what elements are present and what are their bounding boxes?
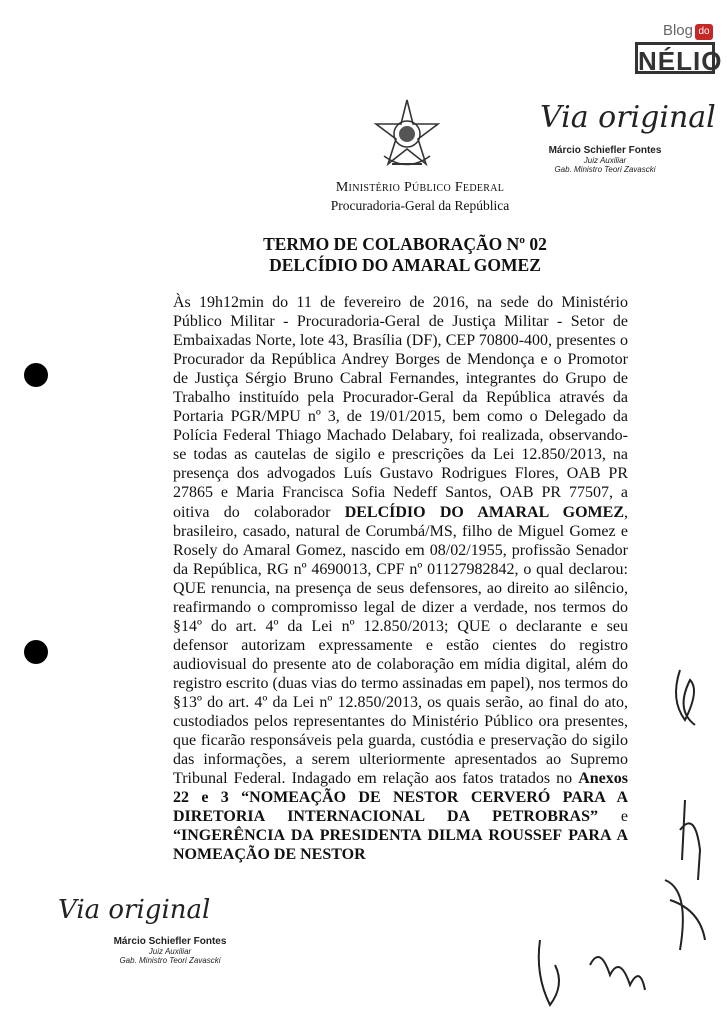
title-line-2: DELCÍDIO DO AMARAL GOMEZ (269, 255, 541, 275)
ministry-name: Ministério Público Federal (335, 180, 505, 195)
stamp-bottom-name: Márcio Schiefler Fontes (113, 936, 227, 947)
punch-hole (24, 640, 48, 664)
title-line-1: TERMO DE COLABORAÇÃO Nº 02 (263, 234, 547, 254)
stamp-bottom-role: Juiz Auxiliar (148, 947, 192, 956)
stamp-top (540, 145, 670, 174)
punch-hole (24, 363, 48, 387)
bottom-signatures-icon (530, 935, 650, 1015)
margin-signatures-icon (660, 650, 720, 970)
collaborator-name: DELCÍDIO DO AMARAL GOMEZ (344, 503, 624, 521)
body-paragraph-2: , brasileiro, casado, natural de Corumbá/MS, filho de Miguel Gomez e Rosely do Amaral Gomez, nascido em 08/02/1955, profissão Senador da República, RG nº 4690013, CPF nº 01127982842, o qual declarou: QUE renuncia, na presença de seus defensores, ao direito ao silêncio, reafirmando o compromisso legal de dizer a verdade, nos termos do §14º do art. 4º da Lei nº 12.850/2013; QUE o declarante e seu defensor autorizam expressamente e estão cientes do registro audiovisual do presente ato de colaboração em mídia digital, além do registro escrito (duas vias do termo assinadas em papel), nos termos do §13º do art. 4º da Lei nº 12.850/2013, os quais serão, ao final do ato, custodiados pelos representantes do Ministério Público ora presentes, que ficarão responsáveis pela guarda, custódia e preservação do sigilo das informações, a serem ulteriormente apresentados ao Supremo Tribunal Federal. Indagado em relação aos fatos tratados no (173, 503, 628, 788)
brazil-coat-of-arms-icon (372, 98, 442, 173)
body-conjunction: e (597, 808, 628, 826)
annex-title-2: “INGERÊNCIA DA PRESIDENTA DILMA ROUSSEF PARA A NOMEAÇÃO DE NESTOR (173, 827, 628, 864)
handwritten-note-top: Via original (540, 100, 716, 135)
ministry-header (300, 180, 540, 214)
annex-title-1: Anexos 22 e 3 “NOMEAÇÃO DE NESTOR CERVERÓ PARA A DIRETORIA INTERNACIONAL DA PETROBRAS” (173, 770, 628, 826)
handwritten-note-bottom: Via original (58, 895, 211, 925)
body-paragraph-1: Às 19h12min do 11 de fevereiro de 2016, na sede do Ministério Público Militar - Procuradoria-Geral de Justiça Militar - Setor de Embaixadas Norte, lote 43, Brasília (DF), CEP 70800-400, presentes o Procurador da República Andrey Borges de Mendonça e o Promotor de Justiça Sérgio Bruno Cabral Fernandes, integrantes do Grupo de Trabalho instituído pela Procurador-Geral da República através da Portaria PGR/MPU nº 3, de 19/01/2015, bem como o Delegado da Polícia Federal Thiago Machado Delabary, foi realizada, observando-se todas as cautelas de sigilo e prescrições da Lei 12.850/2013, na presença dos advogados Luís Gustavo Rodrigues Flores, OAB PR 27865 e Maria Francisca Sofia Nedeff Santos, OAB PR 77507, a oitiva do colaborador (173, 294, 628, 521)
logo-do-badge: do (695, 24, 713, 40)
stamp-top-role: Juiz Auxiliar (583, 156, 627, 165)
blog-logo (627, 22, 723, 84)
document-body (173, 293, 628, 864)
stamp-bottom (85, 936, 255, 965)
logo-name: NÉLIO (635, 42, 715, 74)
stamp-top-office: Gab. Ministro Teori Zavascki (554, 165, 656, 174)
stamp-bottom-office: Gab. Ministro Teori Zavascki (119, 956, 221, 965)
document-title (215, 234, 595, 276)
logo-blog-text: Blog (662, 22, 693, 39)
office-name: Procuradoria-Geral da República (330, 198, 510, 213)
stamp-top-name: Márcio Schiefler Fontes (548, 145, 662, 156)
